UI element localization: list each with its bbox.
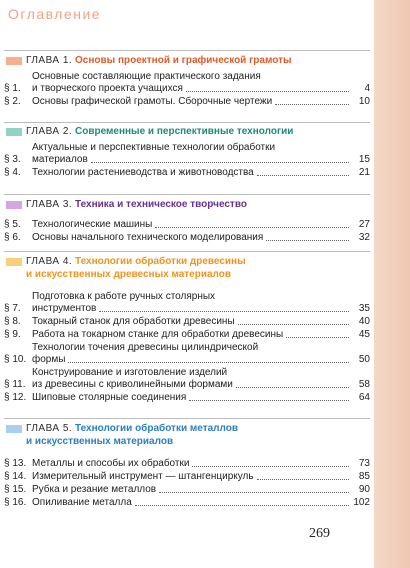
entry-text: Технологические машины [32, 219, 153, 230]
entry-page: 50 [358, 354, 370, 365]
entry-number: § 5. [4, 219, 21, 230]
chapter-title: Технологии обработки металлов [75, 423, 239, 434]
entry-number: § 10. [4, 354, 27, 365]
entry-text: Токарный станок для обработки древесины [32, 316, 235, 327]
entry-number: § 15. [4, 484, 27, 495]
chapter-heading[interactable] [4, 125, 370, 138]
entry-page: 58 [358, 379, 370, 390]
chapter-heading[interactable] [4, 198, 370, 211]
chapter-title: Основы проектной и графической грамоты [75, 55, 292, 66]
entry-page: 32 [358, 232, 370, 243]
entry-text: Конструирование и изготовление изделий [32, 367, 228, 378]
chapter-divider [4, 418, 370, 419]
page-number: 269 [309, 526, 330, 541]
chapter-number: ГЛАВА 2. [26, 126, 73, 137]
entry-text: Измерительный инструмент — штангенциркуль [32, 471, 254, 482]
chapter-marker [6, 57, 22, 65]
chapter-2 [4, 125, 370, 180]
entry-number: § 6. [4, 232, 21, 243]
entry-number: § 3. [4, 154, 21, 165]
entry-page: 40 [358, 316, 370, 327]
entry-page: 64 [358, 392, 370, 403]
chapter-1 [4, 54, 370, 109]
entry-text: Технологии растениеводства и животноводства [32, 167, 254, 178]
entry-page: 27 [358, 219, 370, 230]
entry-text: Основы начального технического моделирования [32, 232, 264, 243]
entries [4, 458, 370, 509]
entry-number: § 7. [4, 303, 21, 314]
toc-entry[interactable] [4, 316, 370, 328]
toc-entry[interactable] [4, 471, 370, 483]
chapter-title-line2: и искусственных материалов [26, 436, 174, 447]
entry-page: 4 [364, 83, 370, 94]
entry-number: § 9. [4, 329, 21, 340]
entry-page: 45 [358, 329, 370, 340]
entry-page: 35 [358, 303, 370, 314]
entry-page: 21 [358, 167, 370, 178]
toc-entry[interactable] [4, 329, 370, 341]
entry-page: 10 [358, 96, 370, 107]
entry-page: 15 [358, 154, 370, 165]
chapter-heading[interactable] [4, 422, 370, 448]
entry-text: Основные составляющие практического задания [32, 71, 261, 82]
entry-text: Актуальные и перспективные технологии обработки [32, 142, 276, 153]
toc-entry[interactable] [4, 142, 370, 166]
entry-text: Основы графической грамоты. Сборочные чертежи [32, 96, 273, 107]
toc-entry[interactable] [4, 484, 370, 496]
entry-page: 90 [358, 484, 370, 495]
entry-text: и творческого проекта учащихся [32, 83, 183, 94]
toc-entry[interactable] [4, 392, 370, 404]
chapter-title-line2: и искусственных древесных материалов [26, 269, 232, 280]
entry-number: § 14. [4, 471, 27, 482]
entry-number: § 2. [4, 96, 21, 107]
entry-text: формы [32, 354, 66, 365]
entry-text: Шиповые столярные соединения [32, 392, 187, 403]
entries [4, 219, 370, 244]
chapter-divider [4, 50, 370, 51]
chapter-number: ГЛАВА 4. [26, 256, 73, 267]
chapter-marker [6, 201, 22, 209]
toc-entry[interactable] [4, 367, 370, 391]
chapter-4 [4, 255, 370, 405]
entry-number: § 4. [4, 167, 21, 178]
chapter-divider [4, 122, 370, 123]
entries [4, 291, 370, 404]
toc-entry[interactable] [4, 167, 370, 179]
toc-entry[interactable] [4, 342, 370, 366]
entry-text: Подготовка к работе ручных столярных [32, 291, 216, 302]
toc-entry[interactable] [4, 291, 370, 315]
entry-text: Металлы и способы их обработки [32, 458, 190, 469]
toc-entry[interactable] [4, 71, 370, 95]
chapter-heading[interactable] [4, 255, 370, 281]
entry-text: из древесины с криволинейными формами [32, 379, 233, 390]
entry-number: § 13. [4, 458, 27, 469]
chapter-marker [6, 128, 22, 136]
entry-text: Опиливание металла [32, 497, 132, 508]
entry-page: 85 [358, 471, 370, 482]
chapter-title: Технологии обработки древесины [75, 256, 246, 267]
entry-number: § 16. [4, 497, 27, 508]
entry-text: Работа на токарном станке для обработки древесины [32, 329, 284, 340]
entry-number: § 1. [4, 83, 21, 94]
chapter-divider [4, 251, 370, 252]
chapter-number: ГЛАВА 5. [26, 423, 73, 434]
page-title: Оглавление [8, 6, 102, 22]
toc-entry[interactable] [4, 458, 370, 470]
toc-entry[interactable] [4, 96, 370, 108]
toc-entry[interactable] [4, 232, 370, 244]
chapter-number: ГЛАВА 3. [26, 199, 73, 210]
entry-text: инструментов [32, 303, 97, 314]
entries [4, 71, 370, 108]
chapter-title: Современные и перспективные технологии [75, 126, 294, 137]
entry-number: § 8. [4, 316, 21, 327]
chapter-5 [4, 422, 370, 510]
entry-text: материалов [32, 154, 88, 165]
toc-entry[interactable] [4, 219, 370, 231]
chapter-marker [6, 258, 22, 266]
entry-page: 102 [353, 497, 370, 508]
entry-text: Рубка и резание металлов [32, 484, 157, 495]
chapter-3 [4, 198, 370, 245]
entries [4, 142, 370, 179]
entry-number: § 11. [4, 379, 26, 390]
toc-entry[interactable] [4, 497, 370, 509]
chapter-number: ГЛАВА 1. [26, 55, 73, 66]
chapter-title: Техника и техническое творчество [75, 199, 247, 210]
chapter-heading[interactable] [4, 54, 370, 67]
entry-number: § 12. [4, 392, 27, 403]
entry-text: Технологии точения древесины цилиндрической [32, 342, 259, 353]
page-edge-band [374, 0, 410, 568]
chapter-marker [6, 425, 22, 433]
entry-page: 73 [358, 458, 370, 469]
chapter-divider [4, 194, 370, 195]
